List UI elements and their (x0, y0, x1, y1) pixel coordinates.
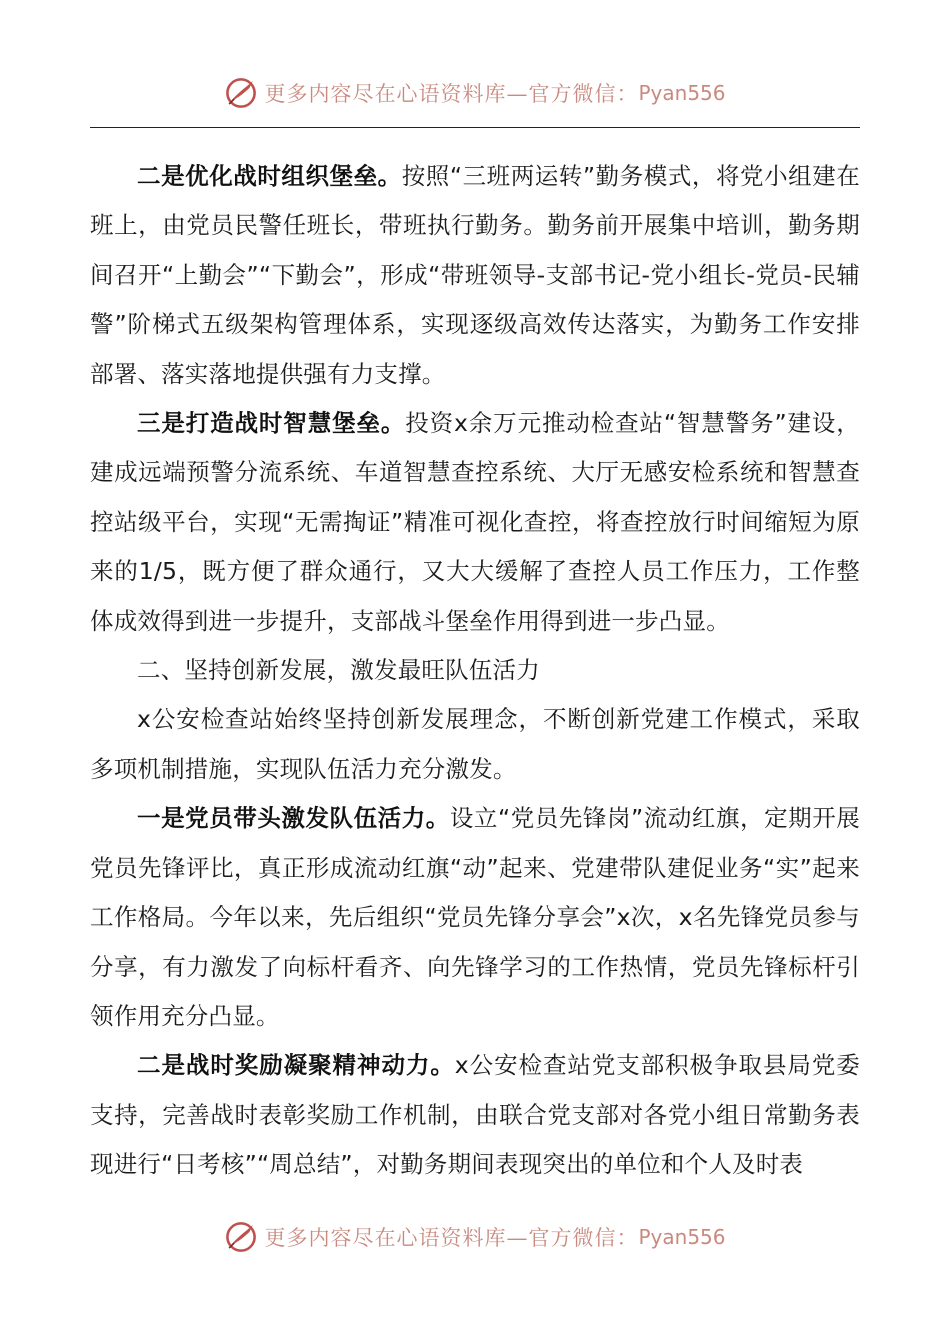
paragraph-lead: 三是打造战时智慧堡垒。 (137, 409, 406, 438)
paragraph (90, 794, 860, 1041)
section-heading (90, 646, 860, 695)
paragraph-text: x公安检查站党支部积极争取县局党委支持，完善战时表彰奖励工作机制，由联合党支部对各党小组日常勤务表现进行“日考核”“周总结”，对勤务期间表现突出的单位和个人及时表 (90, 1051, 860, 1179)
paragraph-lead: 二是战时奖励凝聚精神动力。 (137, 1051, 455, 1080)
banner-text: 更多内容尽在心语资料库—官方微信： (264, 1226, 639, 1250)
banner-text: 更多内容尽在心语资料库—官方微信： (264, 82, 639, 106)
paragraph-lead: 二是优化战时组织堡垒。 (137, 162, 402, 190)
paragraph-text: 投资x余万元推动检查站“智慧警务”建设，建成远端预警分流系统、车道智慧查控系统、大厅无感安检系统和智慧查控站级平台，实现“无需掏证”精准可视化查控，将查控放行时间缩短为原来的1/5，既方便了群众通行，又大大缓解了查控人员工作压力，工作整体成效得到进一步提升，支部战斗堡垒作用得到进一步凸显。 (90, 409, 860, 635)
paragraph-text: 按照“三班两运转”勤务模式，将党小组建在班上，由党员民警任班长，带班执行勤务。勤务前开展集中培训，勤务期间召开“上勤会”“下勤会”，形成“带班领导-支部书记-党小组长-党员-民辅警”阶梯式五级架构管理体系，实现逐级高效传达落实，为勤务工作安排部署、落实落地提供强有力支撑。 (90, 162, 860, 388)
document-body (90, 152, 860, 1190)
paragraph (90, 399, 860, 646)
header-divider (90, 127, 860, 128)
paragraph-text: x公安检查站始终坚持创新发展理念，不断创新党建工作模式，采取多项机制措施，实现队伍活力充分激发。 (90, 705, 860, 783)
banner-wechat-id: Pyan556 (638, 81, 726, 105)
banner-wechat-id: Pyan556 (638, 1225, 726, 1249)
footer-watermark-banner (0, 1217, 950, 1257)
header-watermark-banner (0, 73, 950, 113)
paragraph-text: 设立“党员先锋岗”流动红旗，定期开展党员先锋评比，真正形成流动红旗“动”起来、党建带队建促业务“实”起来工作格局。今年以来，先后组织“党员先锋分享会”x次，x名先锋党员参与分享，有力激发了向标杆看齐、向先锋学习的工作热情，党员先锋标杆引领作用充分凸显。 (90, 804, 860, 1030)
pen-logo-icon (224, 76, 258, 110)
paragraph (90, 695, 860, 794)
pen-logo-icon (224, 1220, 258, 1254)
section-heading-text: 二、坚持创新发展，激发最旺队伍活力 (137, 656, 540, 685)
paragraph (90, 1041, 860, 1189)
paragraph-lead: 一是党员带头激发队伍活力。 (137, 804, 450, 833)
paragraph (90, 152, 860, 399)
